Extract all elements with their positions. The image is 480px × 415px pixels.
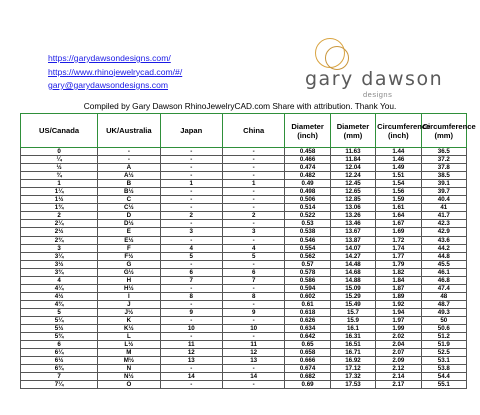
table-row [21,341,467,349]
table-cell: 1.67 [376,220,421,228]
table-cell: 53.1 [421,357,466,365]
header-diameter-mm: Diameter (mm) [330,114,375,148]
table-cell: - [222,172,284,180]
table-cell: - [222,148,284,156]
table-cell: - [160,148,222,156]
table-cell: 1.99 [376,325,421,333]
table-cell: - [222,316,284,324]
table-cell: 1.89 [376,292,421,300]
table-cell: 53.8 [421,365,466,373]
table-row [21,365,467,373]
table-cell: 0.626 [285,316,330,324]
table-cell: 12.24 [330,172,375,180]
table-cell: 4½ [21,292,98,300]
table-cell: 46.1 [421,268,466,276]
table-cell: 0.602 [285,292,330,300]
table-cell: 0 [21,148,98,156]
table-cell: 17.32 [330,373,375,381]
table-cell: 1.44 [376,148,421,156]
compiled-note: Compiled by Gary Dawson RhinoJewelryCAD.com Share with attribution. Thank You. [83,101,397,111]
table-cell: 12 [222,349,284,357]
table-cell: 5¼ [21,316,98,324]
link-list [48,52,182,93]
table-cell: H½ [98,284,160,292]
table-cell: 49.3 [421,308,466,316]
table-cell: 15.49 [330,300,375,308]
table-cell: 11 [160,341,222,349]
table-cell: 51.9 [421,341,466,349]
table-cell: 10 [222,325,284,333]
table-cell: B [98,180,160,188]
table-cell: 0.658 [285,349,330,357]
table-row [21,381,467,389]
table-cell: 3¼ [21,252,98,260]
table-cell: F½ [98,252,160,260]
table-cell: 38.5 [421,172,466,180]
table-cell: F [98,244,160,252]
table-cell: 0.578 [285,268,330,276]
table-cell: - [160,260,222,268]
header-japan: Japan [160,114,222,148]
table-cell: 2.14 [376,373,421,381]
table-cell: - [222,196,284,204]
table-cell: 42.3 [421,220,466,228]
table-cell: 1.59 [376,196,421,204]
table-cell: 41 [421,204,466,212]
table-cell: 1.51 [376,172,421,180]
table-cell: 0.49 [285,180,330,188]
table-cell: 1.77 [376,252,421,260]
table-cell: 17.53 [330,381,375,389]
table-cell: L½ [98,341,160,349]
table-cell: 0.65 [285,341,330,349]
table-cell: 1.56 [376,188,421,196]
table-cell: M½ [98,357,160,365]
table-row [21,333,467,341]
table-row [21,268,467,276]
table-row [21,276,467,284]
table-row [21,148,467,156]
header-uk-australia: UK/Australia [98,114,160,148]
table-cell: 5½ [21,325,98,333]
table-cell: 13.67 [330,228,375,236]
table-cell: 1 [160,180,222,188]
table-cell: - [222,236,284,244]
table-cell: 14 [222,373,284,381]
table-cell: 0.53 [285,220,330,228]
table-cell: 0.57 [285,260,330,268]
table-row [21,164,467,172]
table-cell: - [222,260,284,268]
table-cell: 41.7 [421,212,466,220]
table-row [21,308,467,316]
header-china: China [222,114,284,148]
table-cell: 14.88 [330,276,375,284]
table-cell: 0.554 [285,244,330,252]
table-cell: 0.498 [285,188,330,196]
gary-dawson-logo [305,38,444,99]
table-cell: 0.61 [285,300,330,308]
table-cell: 15.7 [330,308,375,316]
table-cell: 37.2 [421,156,466,164]
table-cell: - [160,236,222,244]
table-row [21,316,467,324]
table-cell: - [98,156,160,164]
table-cell: 14.48 [330,260,375,268]
header-circumference-inch: Circumference (inch) [376,114,421,148]
table-cell: 12 [160,349,222,357]
table-row [21,172,467,180]
table-cell: 1.54 [376,180,421,188]
table-cell: 12.04 [330,164,375,172]
table-cell: 0.586 [285,276,330,284]
table-cell: 11 [222,341,284,349]
table-cell: ¼ [21,156,98,164]
table-cell: 4 [222,244,284,252]
table-cell: 3 [222,228,284,236]
table-row [21,196,467,204]
table-row [21,204,467,212]
table-cell: G½ [98,268,160,276]
table-cell: - [160,300,222,308]
header-us-canada: US/Canada [21,114,98,148]
table-cell: 0.634 [285,325,330,333]
table-cell: 0.69 [285,381,330,389]
table-cell: 44.8 [421,252,466,260]
table-row [21,220,467,228]
table-cell: - [160,365,222,373]
table-cell: 15.09 [330,284,375,292]
ring-size-table [20,113,476,389]
table-cell: 5 [222,252,284,260]
table-cell: 16.92 [330,357,375,365]
table-cell: 1¼ [21,188,98,196]
table-cell: 9 [160,308,222,316]
table-cell: 2.12 [376,365,421,373]
table-cell: 0.682 [285,373,330,381]
table-cell: 52.5 [421,349,466,357]
table-cell: D½ [98,220,160,228]
table-cell: - [160,156,222,164]
table-cell: 14.27 [330,252,375,260]
table-cell: 1¾ [21,204,98,212]
table-cell: 36.5 [421,148,466,156]
table-cell: 0.514 [285,204,330,212]
table-cell: L [98,333,160,341]
table-cell: ½ [21,164,98,172]
table-cell: 0.674 [285,365,330,373]
table-cell: 48 [421,292,466,300]
table-cell: 12.65 [330,188,375,196]
table-cell: 4¾ [21,300,98,308]
table-row [21,284,467,292]
logo-subtitle: designs [363,90,393,99]
table-cell: - [222,381,284,389]
table-cell: 13.87 [330,236,375,244]
table-cell: 3½ [21,260,98,268]
email-link[interactable]: gary@garydawsondesigns.com [48,80,169,90]
table-cell: 44.2 [421,244,466,252]
table-header-row [21,114,467,148]
table-cell: - [160,196,222,204]
table-cell: - [160,381,222,389]
table-cell: 1.87 [376,284,421,292]
rhino-link[interactable]: https://www.rhinojewelrycad.com/#/ [48,66,183,77]
table-cell: - [222,164,284,172]
table-cell: 55.1 [421,381,466,389]
table-cell: 51.2 [421,333,466,341]
table-row [21,260,467,268]
table-row [21,373,467,381]
table-cell: 0.562 [285,252,330,260]
table-cell: 1.79 [376,260,421,268]
table-cell: 16.51 [330,341,375,349]
table-cell: - [160,204,222,212]
table-cell: 0.538 [285,228,330,236]
table-cell: 39.1 [421,180,466,188]
table-cell: E [98,228,160,236]
table-cell: 0.522 [285,212,330,220]
table-cell: 13 [222,357,284,365]
table-cell: I [98,292,160,300]
table-cell: 2¾ [21,236,98,244]
table-cell: - [222,284,284,292]
table-cell: 0.546 [285,236,330,244]
table-cell: A [98,164,160,172]
table-cell: H [98,276,160,284]
table-cell: 1.92 [376,300,421,308]
table-cell: 45.5 [421,260,466,268]
table-cell: 6 [21,341,98,349]
table-cell: 1.61 [376,204,421,212]
table-cell: 2.02 [376,333,421,341]
table-cell: - [160,333,222,341]
table-cell: 1.97 [376,316,421,324]
table-cell: K [98,316,160,324]
table-cell: G [98,260,160,268]
table-cell: 1.82 [376,268,421,276]
table-cell: 5 [160,252,222,260]
table-cell: 39.7 [421,188,466,196]
table-cell: 3 [21,244,98,252]
table-cell: 2.09 [376,357,421,365]
table-cell: 43.6 [421,236,466,244]
table-cell: 8 [160,292,222,300]
table-cell: 1.74 [376,244,421,252]
logo-ring-icon-2 [325,46,349,70]
table-cell: 16.31 [330,333,375,341]
table-cell: 0.482 [285,172,330,180]
table-cell: - [222,220,284,228]
table-cell: 5¾ [21,333,98,341]
table-cell: 0.466 [285,156,330,164]
table-cell: M [98,349,160,357]
table-cell: C [98,196,160,204]
table-cell: 40.4 [421,196,466,204]
logo-name: gary dawson [305,68,444,90]
table-cell: 1½ [21,196,98,204]
table-cell: 50 [421,316,466,324]
table-cell: 8 [222,292,284,300]
table-cell: 16.1 [330,325,375,333]
table-cell: 14.68 [330,268,375,276]
table-cell: ¾ [21,172,98,180]
table-row [21,180,467,188]
table-cell: 47.4 [421,284,466,292]
table-cell: 16.71 [330,349,375,357]
table-cell: B½ [98,188,160,196]
table-cell: J [98,300,160,308]
table-cell: 6 [222,268,284,276]
table-cell: 2¼ [21,220,98,228]
table-cell: 2.17 [376,381,421,389]
table-cell: C½ [98,204,160,212]
table-cell: 11.63 [330,148,375,156]
table-cell: 46.8 [421,276,466,284]
table-cell: 1 [222,180,284,188]
table-row [21,325,467,333]
table-cell: E½ [98,236,160,244]
table-cell: 4 [21,276,98,284]
table-cell: 9 [222,308,284,316]
table-cell: 0.642 [285,333,330,341]
table-cell: J½ [98,308,160,316]
table-cell: 1.94 [376,308,421,316]
table-cell: 2.04 [376,341,421,349]
table-cell: 13 [160,357,222,365]
table-cell: 0.458 [285,148,330,156]
table-cell: 4¼ [21,284,98,292]
table-cell: 1.72 [376,236,421,244]
header-diameter-inch: Diameter (inch) [285,114,330,148]
table-cell: 0.474 [285,164,330,172]
table-row [21,300,467,308]
table-row [21,252,467,260]
table-cell: 1.64 [376,212,421,220]
table-cell: 5 [21,308,98,316]
table-cell: 2.07 [376,349,421,357]
table-cell: 48.7 [421,300,466,308]
table-cell: 0.666 [285,357,330,365]
table-cell: - [160,220,222,228]
table-row [21,212,467,220]
table-cell: - [160,188,222,196]
table-cell: 15.29 [330,292,375,300]
table-cell: 0.594 [285,284,330,292]
table-cell: 0.618 [285,308,330,316]
table-cell: 13.46 [330,220,375,228]
table-cell: 1.69 [376,228,421,236]
table-body [21,148,467,389]
table-cell: O [98,381,160,389]
table-row [21,349,467,357]
table-cell: - [222,188,284,196]
table-cell: - [222,300,284,308]
table-cell: 54.4 [421,373,466,381]
table-cell: 2 [222,212,284,220]
table-cell: 7¼ [21,381,98,389]
table-cell: - [160,316,222,324]
table-row [21,156,467,164]
table-cell: K½ [98,325,160,333]
table-cell: N½ [98,373,160,381]
table-cell: 1.46 [376,156,421,164]
table-cell: 10 [160,325,222,333]
table-row [21,188,467,196]
table-cell: 1.49 [376,164,421,172]
table-row [21,228,467,236]
table-cell: 6½ [21,357,98,365]
table-cell: - [222,333,284,341]
table-cell: D [98,212,160,220]
table-cell: - [98,148,160,156]
table-cell: 50.6 [421,325,466,333]
table-cell: 14.07 [330,244,375,252]
table-cell: 1.84 [376,276,421,284]
table-cell: 7 [160,276,222,284]
table-cell: 11.84 [330,156,375,164]
table-row [21,244,467,252]
table-cell: 12.85 [330,196,375,204]
table-cell: 12.45 [330,180,375,188]
table-cell: N [98,365,160,373]
table-cell: 17.12 [330,365,375,373]
table-cell: 6 [160,268,222,276]
table-cell: - [222,204,284,212]
table-row [21,236,467,244]
table-cell: 6¾ [21,365,98,373]
table-row [21,292,467,300]
table-cell: 37.8 [421,164,466,172]
table-cell: 13.06 [330,204,375,212]
table-cell: - [160,284,222,292]
table-cell: 4 [160,244,222,252]
table-cell: 14 [160,373,222,381]
table-cell: 2 [21,212,98,220]
table-cell: 3¾ [21,268,98,276]
table-cell: 3 [160,228,222,236]
table-cell: 2 [160,212,222,220]
table-cell: 6¼ [21,349,98,357]
table-cell: - [160,172,222,180]
table-cell: 42.9 [421,228,466,236]
table-row [21,357,467,365]
table-cell: A½ [98,172,160,180]
website-link[interactable]: https://garydawsondesigns.com/ [48,53,171,63]
table-cell: - [222,156,284,164]
table-cell: 15.9 [330,316,375,324]
table-cell: 1 [21,180,98,188]
table-cell: 7 [222,276,284,284]
table-cell: 0.506 [285,196,330,204]
table-cell: - [222,365,284,373]
table-cell: 2½ [21,228,98,236]
table-cell: - [160,164,222,172]
table-cell: 7 [21,373,98,381]
table-cell: 13.26 [330,212,375,220]
header-circumference-mm: Circumference (mm) [421,114,466,148]
